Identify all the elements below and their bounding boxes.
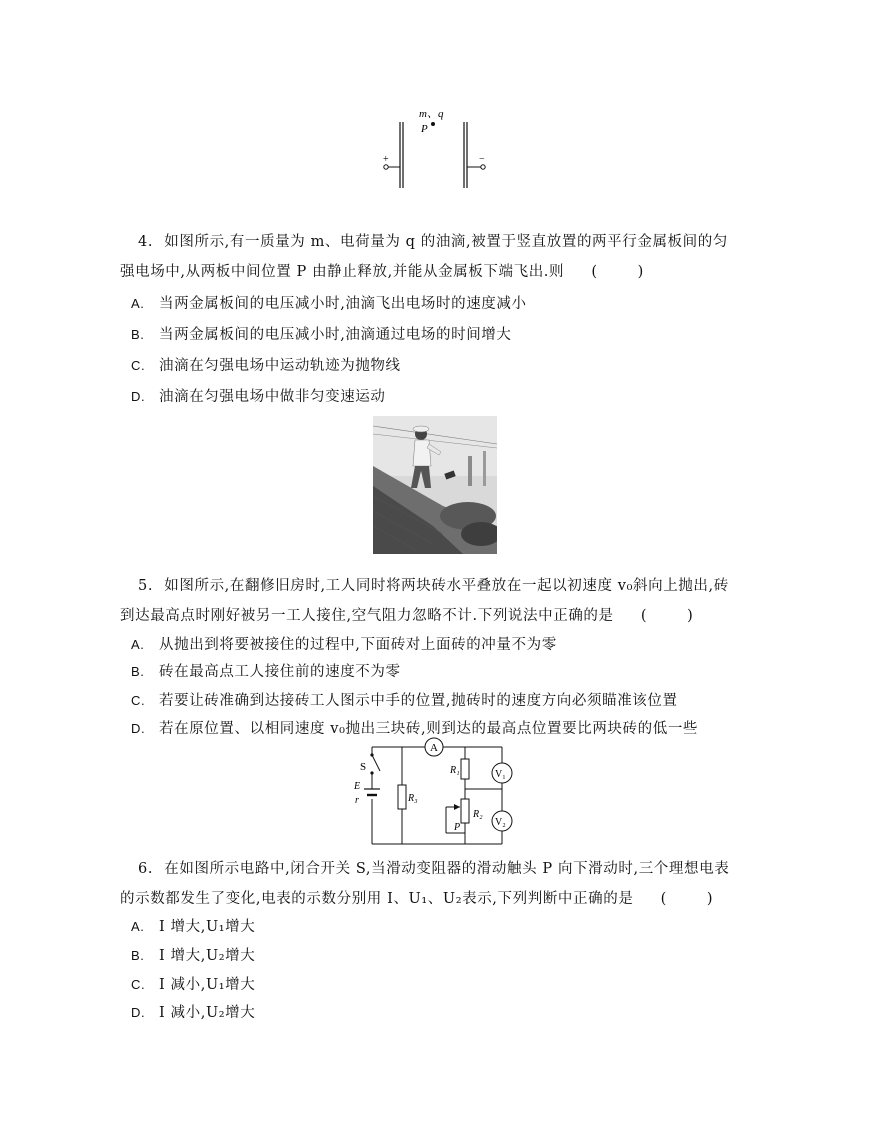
r1-label: R₁ — [450, 765, 460, 776]
slider-arrow — [454, 804, 460, 810]
q5-option-c: C. 若要让砖准确到达接砖工人图示中手的位置,抛砖时的速度方向必须瞄准该位置 — [131, 693, 678, 709]
q6-line2 — [120, 887, 713, 908]
q4-stem-line2: 强电场中,从两板中间位置 P 由静止释放,并能从金属板下端飞出.则 — [120, 264, 565, 280]
plus-sign: + — [383, 154, 389, 165]
q4-line1 — [138, 230, 728, 251]
q6-option-d: D. I 减小,U₂增大 — [131, 1005, 256, 1021]
label-m-q: m、q — [419, 108, 444, 120]
switch-pivot — [370, 753, 373, 756]
resistor-r1 — [461, 759, 469, 779]
label-p: P — [421, 123, 428, 135]
chimney-2 — [483, 451, 486, 486]
right-terminal — [481, 165, 485, 169]
q5-stem-line1: 如图所示,在翻修旧房时,工人同时将两块砖水平叠放在一起以初速度 v₀斜向上抛出,砖 — [164, 578, 729, 594]
q4-option-c: C. 油滴在匀强电场中运动轨迹为抛物线 — [131, 358, 401, 374]
q4-option-b: B. 当两金属板间的电压减小时,油滴通过电场的时间增大 — [131, 327, 512, 343]
q5-line2 — [120, 604, 693, 625]
internal-r-label: r — [355, 795, 359, 806]
circuit-diagram — [350, 737, 530, 849]
q6-stem-line1: 在如图所示电路中,闭合开关 S,当滑动变阻器的滑动触头 P 向下滑动时,三个理想电表 — [164, 861, 730, 877]
switch-blade — [372, 755, 380, 771]
q6-number: 6. — [138, 861, 154, 877]
parallel-plates-figure — [375, 100, 495, 190]
brick-throwing-photo — [373, 416, 497, 554]
q6-option-a: A. I 增大,U₁增大 — [131, 919, 256, 935]
resistor-r3 — [398, 785, 406, 809]
droplet-point — [431, 122, 435, 126]
resistor-r2 — [461, 799, 469, 823]
chimney — [468, 456, 472, 486]
minus-sign: − — [479, 154, 485, 165]
ammeter-label: A — [430, 742, 438, 754]
switch-contact — [370, 771, 373, 774]
q6-option-b: B. I 增大,U₂增大 — [131, 948, 256, 964]
q4-answer-paren: ( ) — [591, 264, 644, 280]
worker-hat — [413, 426, 429, 432]
left-terminal — [384, 165, 388, 169]
r3-label: R₃ — [408, 793, 418, 804]
q4-line2 — [120, 260, 644, 281]
q5-option-d: D. 若在原位置、以相同速度 v₀抛出三块砖,则到达的最高点位置要比两块砖的低一些 — [131, 721, 699, 737]
switch-label: S — [360, 761, 367, 773]
q4-number: 4. — [138, 234, 154, 250]
q5-number: 5. — [138, 578, 154, 594]
r2-label: R₂ — [473, 809, 483, 820]
voltmeter-2-label: V₂ — [495, 817, 506, 828]
q5-option-b: B. 砖在最高点工人接住前的速度不为零 — [131, 664, 401, 680]
q5-line1 — [138, 574, 729, 595]
q6-stem-line2: 的示数都发生了变化,电表的示数分别用 I、U₁、U₂表示,下列判断中正确的是 — [120, 891, 634, 907]
worker-body — [413, 440, 431, 466]
q5-option-a: A. 从抛出到将要被接住的过程中,下面砖对上面砖的冲量不为零 — [131, 637, 557, 653]
q4-stem-line1: 如图所示,有一质量为 m、电荷量为 q 的油滴,被置于竖直放置的两平行金属板间的匀 — [164, 234, 728, 250]
emf-label: E — [354, 781, 361, 792]
q4-option-a: A. 当两金属板间的电压减小时,油滴飞出电场时的速度减小 — [131, 296, 527, 312]
slider-p-label: P — [454, 822, 461, 833]
q5-stem-line2: 到达最高点时刚好被另一工人接住,空气阻力忽略不计.下列说法中正确的是 — [120, 608, 614, 624]
voltmeter-1-label: V₁ — [495, 769, 506, 780]
q4-option-d: D. 油滴在匀强电场中做非匀变速运动 — [131, 389, 386, 405]
q6-answer-paren: ( ) — [660, 891, 714, 907]
q6-option-c: C. I 减小,U₁增大 — [131, 977, 256, 993]
q5-answer-paren: ( ) — [640, 608, 694, 624]
q6-line1 — [138, 857, 729, 878]
